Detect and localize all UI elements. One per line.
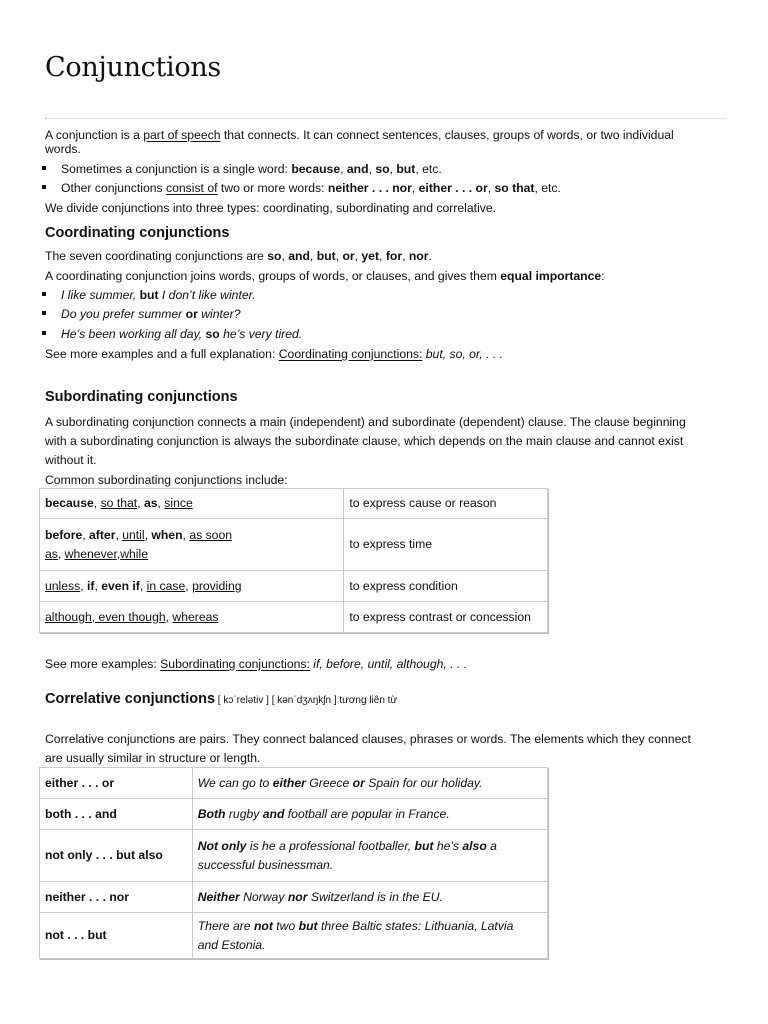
example-text: He’s been working all day, bbox=[61, 327, 206, 341]
divide-text: We divide conjunctions into three types: coordinating, subordinating and correlative. bbox=[45, 201, 496, 215]
bold-term: Both bbox=[197, 806, 226, 821]
example-conj: but bbox=[139, 288, 159, 302]
bold-term: and bbox=[262, 806, 285, 821]
conjunction-link[interactable]: providing bbox=[192, 578, 242, 593]
example-cell bbox=[192, 913, 547, 959]
intro-text: A conjunction is a bbox=[45, 128, 144, 142]
table-row bbox=[40, 768, 548, 799]
cell-text: rugby bbox=[225, 806, 263, 821]
table-row bbox=[40, 830, 548, 882]
sep: , bbox=[379, 249, 386, 263]
cell-text: football are popular in France. bbox=[284, 806, 450, 821]
cell-text: , bbox=[185, 578, 193, 593]
sep: , bbox=[411, 181, 419, 195]
bullet-square-icon bbox=[42, 311, 46, 315]
conjunction-link[interactable]: whenever bbox=[64, 546, 117, 561]
bold-term: Neither bbox=[197, 889, 240, 904]
conjunction-cell bbox=[40, 571, 344, 602]
example-text: winter? bbox=[197, 307, 241, 321]
sep: , bbox=[309, 249, 317, 263]
cell-text: Spain for our holiday. bbox=[364, 775, 483, 790]
cell-text: three Baltic states: Lithuania, Latvia bbox=[317, 918, 514, 933]
consist-of-link[interactable]: consist of bbox=[166, 181, 218, 195]
bold-term: nor bbox=[287, 889, 308, 904]
subord-desc-1: A subordinating conjunction connects a main (independent) and subordinate (dependent) clause. The clause beginning bbox=[45, 415, 686, 429]
bold-term: but bbox=[298, 918, 318, 933]
usage-cell: to express time bbox=[344, 519, 548, 571]
correl-desc-2: are usually similar in structure or length. bbox=[45, 751, 261, 765]
example-conj: so bbox=[205, 327, 220, 341]
conjunction-cell bbox=[40, 602, 344, 633]
sep: , bbox=[389, 162, 397, 176]
see-more-text: See more examples and a full explanation: bbox=[45, 347, 279, 361]
bold-term: after bbox=[89, 527, 116, 542]
table-row bbox=[40, 913, 548, 959]
bullet-square-icon bbox=[42, 185, 46, 189]
seven-coordinating-line bbox=[45, 248, 432, 264]
subordinating-table bbox=[39, 488, 548, 633]
table-row bbox=[40, 571, 548, 602]
example-text: I like summer, bbox=[61, 288, 140, 302]
cell-text: Greece bbox=[305, 775, 353, 790]
pair-cell: not only . . . but also bbox=[40, 830, 193, 882]
table-row bbox=[40, 882, 548, 913]
conjunction-link[interactable]: although, even though bbox=[45, 609, 166, 624]
bold-term: because bbox=[45, 496, 94, 510]
example-text: I don’t like winter. bbox=[158, 288, 256, 302]
cell-text: , bbox=[139, 578, 147, 593]
bold-word: or bbox=[342, 249, 355, 263]
cell-text: a bbox=[486, 838, 497, 853]
subordinating-heading: Subordinating conjunctions bbox=[45, 389, 238, 405]
coord-see-more bbox=[45, 346, 503, 362]
cell-text: There are bbox=[197, 918, 254, 933]
cell-text: We can go to bbox=[197, 775, 273, 790]
sep: , bbox=[354, 249, 362, 263]
seven-text: The seven coordinating conjunctions are bbox=[45, 249, 268, 263]
pair-cell: either . . . or bbox=[40, 768, 193, 799]
sep: , bbox=[368, 162, 376, 176]
bold-word: nor bbox=[408, 249, 429, 263]
example-conj: or bbox=[185, 307, 198, 321]
cell-text: , bbox=[94, 578, 102, 593]
cell-text: , bbox=[80, 578, 88, 593]
cell-text: , bbox=[116, 546, 121, 561]
subord-common: Common subordinating conjunctions include: bbox=[45, 473, 288, 487]
usage-cell: to express contrast or concession bbox=[344, 602, 548, 633]
subord-see-more bbox=[45, 656, 467, 672]
cell-text: he’s bbox=[433, 838, 463, 853]
pair-cell: neither . . . nor bbox=[40, 882, 193, 913]
sep: , bbox=[281, 249, 289, 263]
bullet-text: Sometimes a conjunction is a single word: bbox=[61, 162, 292, 176]
cell-text: successful businessman. bbox=[197, 857, 334, 872]
intro-line-2: words. bbox=[45, 142, 81, 156]
bold-word: so bbox=[375, 162, 390, 176]
bullet-square-icon bbox=[42, 331, 46, 335]
bold-word: either . . . or bbox=[418, 181, 488, 195]
cell-text: Norway bbox=[239, 889, 288, 904]
conjunction-link[interactable]: as soon bbox=[189, 527, 232, 542]
intro-text-cont: that connects. It can connect sentences, clauses, groups of words, or two individual bbox=[220, 128, 674, 142]
pair-cell: not . . . but bbox=[40, 913, 193, 959]
bullet-square-icon bbox=[42, 292, 46, 296]
conjunction-link[interactable]: while bbox=[120, 546, 148, 561]
pronunciation-note: [ kɔˈrelətiv ] [ kənˈdʒʌŋkʃn ] tương liên từ bbox=[215, 695, 398, 706]
cell-text: , bbox=[165, 609, 173, 624]
bold-term: when bbox=[151, 527, 183, 542]
bold-word: yet bbox=[361, 249, 380, 263]
bold-word: but bbox=[316, 249, 336, 263]
conjunction-link[interactable]: whereas bbox=[172, 609, 219, 624]
correl-desc-1: Correlative conjunctions are pairs. They connect balanced clauses, phrases or words. The elements which they connect bbox=[45, 732, 691, 746]
conjunction-link[interactable]: so that bbox=[100, 496, 138, 510]
bold-term: if bbox=[87, 578, 95, 593]
cell-text: is he a professional footballer, bbox=[246, 838, 415, 853]
table-row bbox=[40, 489, 548, 519]
example-cell bbox=[192, 768, 547, 799]
bold-term: as bbox=[143, 496, 158, 510]
bold-term: even if bbox=[101, 578, 140, 593]
table-row bbox=[40, 799, 548, 830]
correlative-table bbox=[39, 767, 548, 959]
conjunction-cell bbox=[40, 519, 344, 571]
cell-text: , bbox=[57, 546, 65, 561]
bullet-text-end: , etc. bbox=[415, 162, 442, 176]
example-cell bbox=[192, 799, 547, 830]
sep: , bbox=[340, 162, 347, 176]
subord-desc-2: with a subordinating conjunction is always the subordinate clause, which depends on the main clause and cannot exist bbox=[45, 434, 684, 448]
sep: , bbox=[402, 249, 409, 263]
part-of-speech-link[interactable]: part of speech bbox=[143, 128, 221, 142]
bullet-text: Other conjunctions bbox=[61, 181, 167, 195]
equal-importance: equal importance bbox=[500, 269, 602, 283]
bold-term: or bbox=[352, 775, 365, 790]
cell-text: , bbox=[182, 527, 190, 542]
bold-term: either bbox=[272, 775, 306, 790]
cell-text: , bbox=[93, 496, 101, 510]
example-text: he’s very tired. bbox=[219, 327, 303, 341]
bold-term: but bbox=[414, 838, 434, 853]
page-title: Conjunctions bbox=[45, 52, 221, 83]
conjunction-cell bbox=[40, 489, 344, 519]
bold-word: because bbox=[291, 162, 341, 176]
title-divider bbox=[45, 118, 725, 119]
bold-word: so bbox=[267, 249, 282, 263]
sep: , bbox=[335, 249, 343, 263]
example-text: Do you prefer summer bbox=[61, 307, 186, 321]
bold-word: and bbox=[288, 249, 310, 263]
conjunction-link[interactable]: unless bbox=[45, 578, 81, 593]
see-more-text: See more examples: bbox=[45, 657, 161, 671]
bold-term: not bbox=[253, 918, 273, 933]
cell-text: , bbox=[82, 527, 90, 542]
bold-word: so that bbox=[494, 181, 535, 195]
pair-cell: both . . . and bbox=[40, 799, 193, 830]
joins-text: A coordinating conjunction joins words, groups of words, or clauses, and gives them bbox=[45, 269, 501, 283]
bullet-text-end: , etc. bbox=[534, 181, 561, 195]
conjunction-link[interactable]: in case bbox=[146, 578, 186, 593]
example-cell bbox=[192, 830, 547, 882]
conjunction-link[interactable]: until bbox=[122, 527, 145, 542]
coordinating-heading: Coordinating conjunctions bbox=[45, 225, 230, 241]
cell-text: , bbox=[157, 496, 165, 510]
see-more-examples: but, so, or, . . . bbox=[422, 347, 504, 361]
bold-term: before bbox=[45, 527, 83, 542]
correlative-heading bbox=[45, 691, 397, 707]
bullet-single-word bbox=[42, 161, 442, 177]
example-cell bbox=[192, 882, 547, 913]
cell-text: and Estonia. bbox=[197, 937, 266, 952]
intro-line-1 bbox=[45, 127, 674, 143]
bold-word: and bbox=[346, 162, 369, 176]
correlative-title: Correlative conjunctions bbox=[45, 691, 216, 707]
see-more-examples: if, before, until, although, . . . bbox=[309, 657, 468, 671]
bullet-square-icon bbox=[42, 166, 46, 170]
subord-desc-3: without it. bbox=[45, 453, 97, 467]
conjunction-link[interactable]: as bbox=[45, 546, 58, 561]
cell-text: , bbox=[144, 527, 152, 542]
sep: : bbox=[601, 269, 605, 283]
bullet-text: two or more words: bbox=[217, 181, 328, 195]
sep: . bbox=[428, 249, 432, 263]
bold-word: for bbox=[385, 249, 403, 263]
table-row bbox=[40, 602, 548, 633]
sep: , bbox=[487, 181, 495, 195]
bold-word: but bbox=[396, 162, 416, 176]
bullet-multi-word bbox=[42, 180, 561, 196]
subordinating-conjunctions-link[interactable]: Subordinating conjunctions: bbox=[160, 657, 310, 671]
table-row bbox=[40, 519, 548, 571]
bold-word: neither . . . nor bbox=[327, 181, 412, 195]
coordinating-conjunctions-link[interactable]: Coordinating conjunctions: bbox=[278, 347, 423, 361]
bold-term: also bbox=[462, 838, 487, 853]
bold-term: Not only bbox=[197, 838, 247, 853]
usage-cell: to express condition bbox=[344, 571, 548, 602]
coord-example-1 bbox=[42, 287, 256, 303]
cell-text: , bbox=[137, 496, 144, 510]
conjunction-link[interactable]: since bbox=[164, 496, 193, 510]
coord-example-3 bbox=[42, 326, 302, 342]
cell-text: two bbox=[272, 918, 299, 933]
coordinating-joins-line bbox=[45, 268, 605, 284]
cell-text: , bbox=[115, 527, 123, 542]
coord-example-2 bbox=[42, 306, 241, 322]
usage-cell: to express cause or reason bbox=[344, 489, 548, 519]
cell-text: Switzerland is in the EU. bbox=[307, 889, 443, 904]
